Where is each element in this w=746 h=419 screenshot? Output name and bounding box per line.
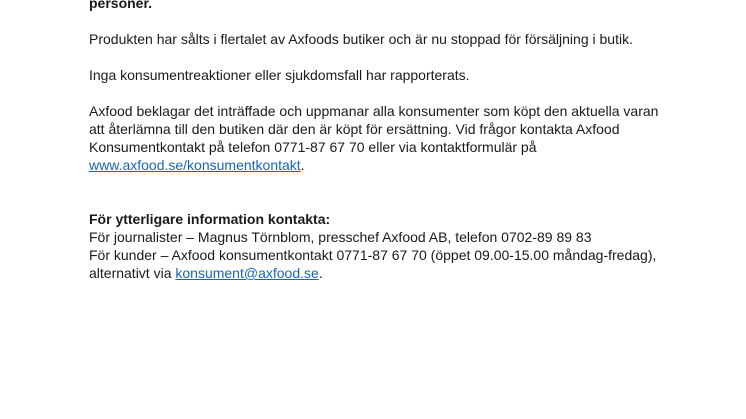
apology-paragraph: [89, 102, 659, 174]
contact-heading: För ytterligare information kontakta:: [89, 211, 331, 227]
sales-paragraph: Produkten har sålts i flertalet av Axfoods butiker och är nu stoppad för försäljning i butik.: [89, 31, 633, 47]
press-release-body: [89, 0, 659, 282]
reactions-paragraph: Inga konsumentreaktioner eller sjukdomsfall har rapporterats.: [89, 67, 470, 83]
apology-text: Axfood beklagar det inträffade och uppmanar alla konsumenter som köpt den aktuella varan att återlämna till den butiken där den är köpt för ersättning. Vid frågor kontakta Axfood Konsumentkontakt på telefon 0771-87 67 70 eller via kontaktformulär på: [89, 103, 659, 155]
top-fragment: personer.: [89, 0, 153, 11]
apology-end: .: [300, 157, 305, 173]
contact-journalists: För journalister – Magnus Törnblom, presschef Axfood AB, telefon 0702-89 89 83: [89, 229, 592, 245]
konsumentkontakt-link[interactable]: www.axfood.se/konsumentkontakt: [89, 157, 301, 173]
contact-customers-text: För kunder – Axfood konsumentkontakt 0771-87 67 70 (öppet 09.00-15.00 måndag-fredag), alternativt via: [89, 247, 657, 281]
contact-customers-end: .: [318, 265, 323, 281]
konsument-email-link[interactable]: konsument@axfood.se: [175, 265, 319, 281]
contact-customers: [89, 246, 659, 282]
